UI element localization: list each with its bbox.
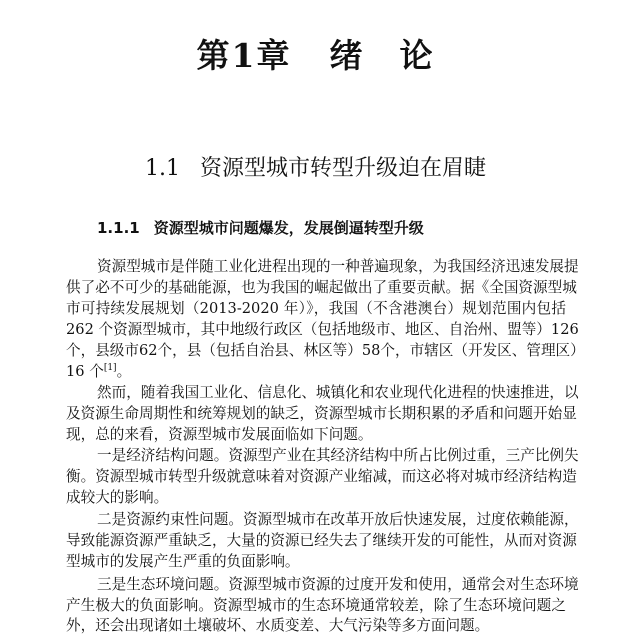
paragraph-1-line-6 <box>66 362 131 381</box>
section-number: 1.1 <box>144 156 180 181</box>
paragraph-1-ending: 。 <box>116 363 132 380</box>
paragraph-1-line-6-text: 16 个 <box>66 363 104 380</box>
section-title <box>0 154 631 184</box>
section-name: 资源型城市转型升级迫在眉睫 <box>199 156 486 181</box>
paragraph-1-line-3: 市可持续发展规划（2013-2020 年）》，我国（不含港澳台）规划范围内包括 <box>66 300 566 317</box>
subsection-name: 资源型城市问题爆发，发展倒逼转型升级 <box>153 219 424 237</box>
paragraph-4-line-1: 二是资源约束性问题。资源型城市在改革开放后快速发展，过度依赖能源， <box>97 511 579 528</box>
paragraph-3-line-1: 一是经济结构问题。资源型产业在其经济结构中所占比例过重，三产比例失 <box>97 447 579 464</box>
subsection-title <box>97 217 424 239</box>
chapter-label: 第1章 <box>196 36 292 75</box>
citation-ref: [1] <box>103 363 117 373</box>
paragraph-4-line-3: 型城市的发展产生严重的负面影响。 <box>66 553 300 570</box>
paragraph-1-line-5: 个，县级市62个，县（包括自治县、林区等）58个，市辖区（开发区、管理区） <box>66 342 585 359</box>
paragraph-4-line-2: 导致能源资源严重缺乏，大量的资源已经失去了继续开发的可能性，从而对资源 <box>66 532 577 549</box>
paragraph-3-line-2: 衡。资源型城市转型升级就意味着对资源产业缩减，而这必将对城市经济结构造 <box>66 468 577 485</box>
paragraph-2-line-3: 现，总的来看，资源型城市发展面临如下问题。 <box>66 426 373 443</box>
paragraph-5-line-3: 外，还会出现诸如土壤破坏、水质变差、大气污染等多方面问题。 <box>66 617 490 634</box>
paragraph-3-line-3: 成较大的影响。 <box>66 489 169 506</box>
chapter-name: 绪 论 <box>329 36 435 75</box>
subsection-number: 1.1.1 <box>97 219 140 237</box>
chapter-title <box>0 34 631 78</box>
paragraph-5-line-1: 三是生态环境问题。资源型城市资源的过度开发和使用，通常会对生态环境 <box>97 576 579 593</box>
paragraph-1-line-2: 供了必不可少的基础能源，也为我国的崛起做出了重要贡献。据《全国资源型城 <box>66 279 577 296</box>
paragraph-1-line-1: 资源型城市是伴随工业化进程出现的一种普遍现象，为我国经济迅速发展提 <box>97 258 579 275</box>
paragraph-5-line-2: 产生极大的负面影响。资源型城市的生态环境通常较差，除了生态环境问题之 <box>66 597 566 614</box>
paragraph-2-line-2: 及资源生命周期性和统筹规划的缺乏，资源型城市长期积累的矛盾和问题开始显 <box>66 405 577 422</box>
paragraph-2-line-1: 然而，随着我国工业化、信息化、城镇化和农业现代化进程的快速推进，以 <box>97 384 579 401</box>
paragraph-1-line-4: 262 个资源型城市，其中地级行政区（包括地级市、地区、自治州、盟等）126 <box>66 321 579 338</box>
